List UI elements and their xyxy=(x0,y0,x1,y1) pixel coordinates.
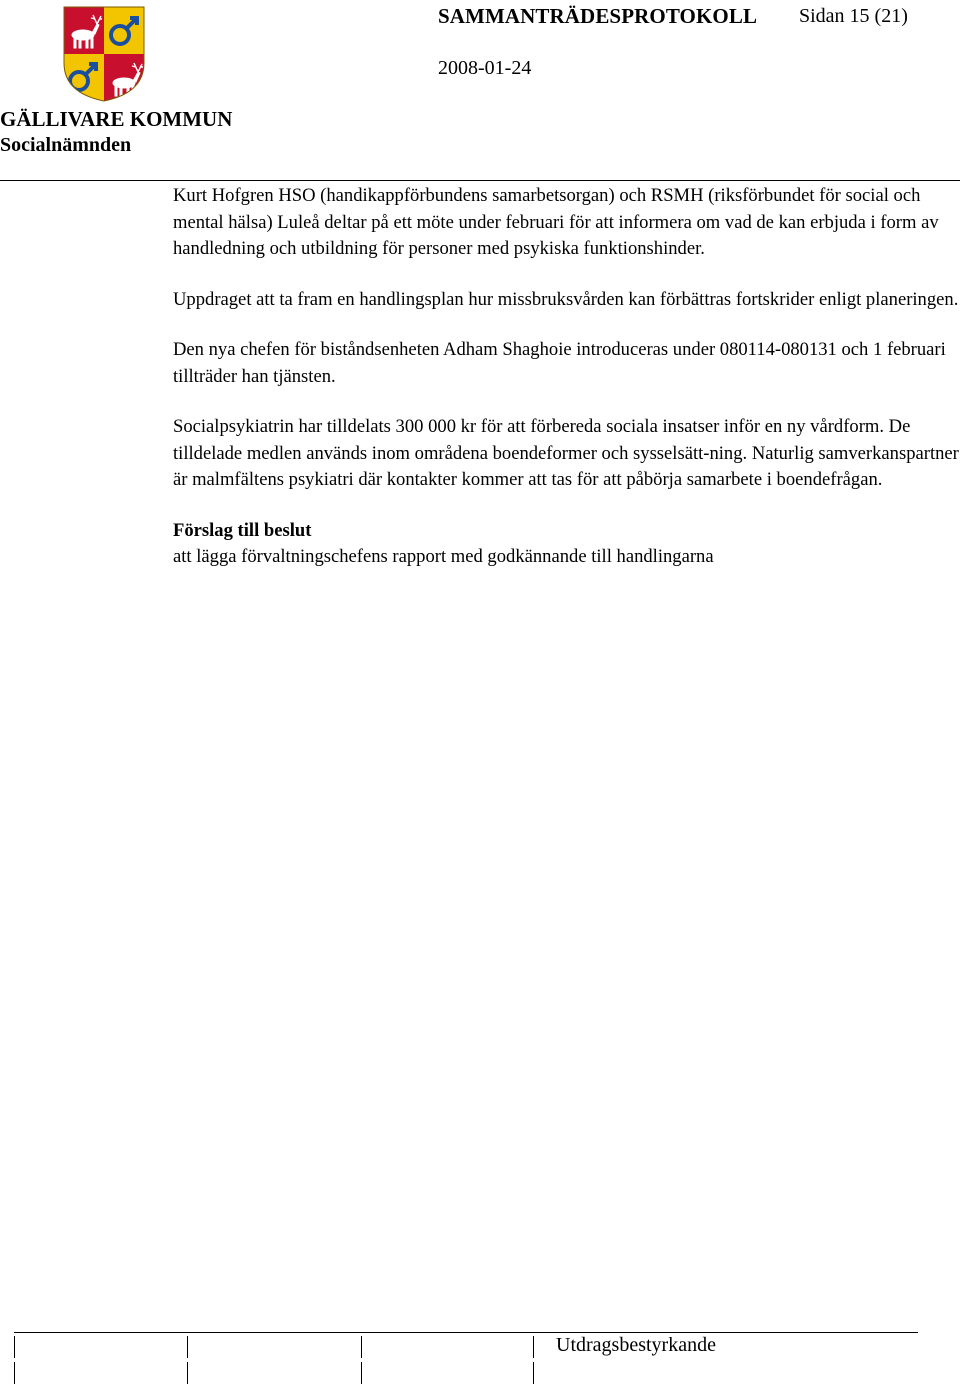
signature-box-divider xyxy=(187,1336,188,1358)
page-number: Sidan 15 (21) xyxy=(799,5,908,27)
signature-box-divider xyxy=(14,1362,15,1384)
signature-box-divider xyxy=(361,1336,362,1358)
municipal-crest-logo xyxy=(62,5,146,103)
protocol-body xyxy=(173,183,960,571)
organization-name: GÄLLIVARE KOMMUN xyxy=(0,107,233,131)
signature-box-divider xyxy=(533,1336,534,1358)
document-date: 2008-01-24 xyxy=(438,57,532,79)
paragraph-new-manager: Den nya chefen för biståndsenheten Adham Shaghoie introduceras under 080114-080131 och 1 februari tillträder han tjänsten. xyxy=(173,339,946,387)
document-title: SAMMANTRÄDESPROTOKOLL xyxy=(438,4,758,28)
header-divider xyxy=(0,180,960,181)
paragraph-handlingsplan: Uppdraget att ta fram en handlingsplan hur missbruksvården kan förbättras fortskrider enligt planeringen. xyxy=(173,288,959,310)
department-name: Socialnämnden xyxy=(0,134,132,156)
signature-box-divider xyxy=(361,1362,362,1384)
signature-line xyxy=(14,1332,918,1333)
paragraph-socialpsykiatri: Socialpsykiatrin har tilldelats 300 000 kr för att förbereda sociala insatser inför en ny vårdform. De tilldelade medlen används inom områdena boendeformer och sysselsätt-ning. Naturlig samverkanspartner är malmfältens psykiatri där kontakter kommer att tas för att påbörja samarbete i boendefrågan. xyxy=(173,416,959,490)
proposal-heading: Förslag till beslut xyxy=(173,519,312,541)
attestation-label: Utdragsbestyrkande xyxy=(556,1334,716,1356)
signature-box-divider xyxy=(533,1362,534,1384)
proposal-text: att lägga förvaltningschefens rapport med godkännande till handlingarna xyxy=(173,546,714,567)
signature-box-divider xyxy=(187,1362,188,1384)
paragraph-hso-rsmh: Kurt Hofgren HSO (handikappförbundens samarbetsorgan) och RSMH (riksförbundet för social och mental hälsa) Luleå deltar på ett möte under februari för att informera om vad de kan erbjuda i form av handledning och utbildning för personer med psykiska funktionshinder. xyxy=(173,185,939,259)
signature-box-divider xyxy=(14,1336,15,1358)
